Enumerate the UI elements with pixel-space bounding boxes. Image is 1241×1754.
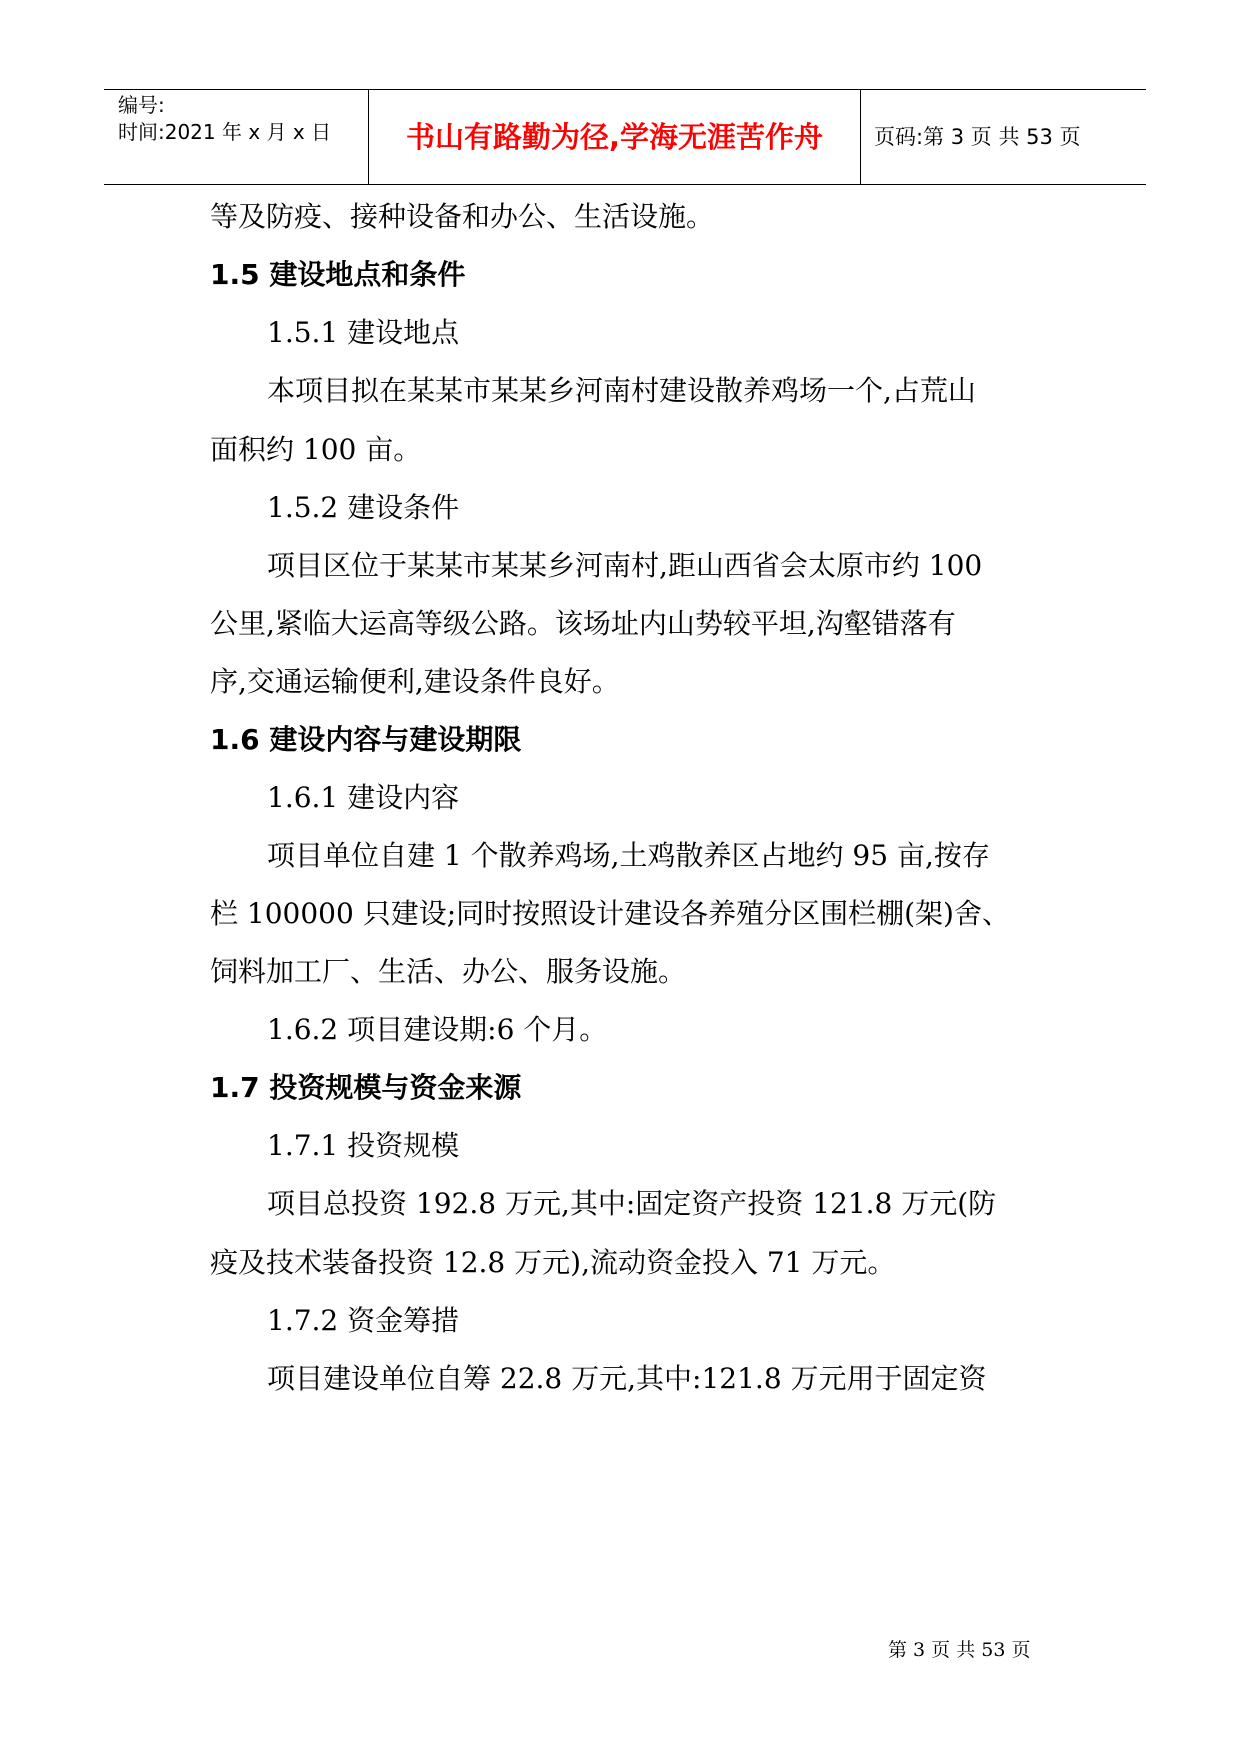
paragraph-line: 栏 100000 只建设;同时按照设计建设各养殖分区围栏棚(架)舍、	[210, 897, 1010, 930]
subsection-heading: 1.5.2 建设条件	[267, 491, 460, 524]
section-heading: 1.7 投资规模与资金来源	[210, 1071, 522, 1104]
paragraph-line: 项目单位自建 1 个散养鸡场,土鸡散养区占地约 95 亩,按存	[267, 839, 990, 872]
serial-label: 编号:	[118, 93, 165, 117]
subsection-heading: 1.6.2 项目建设期:6 个月。	[267, 1013, 608, 1046]
header-divider-right	[860, 90, 861, 184]
page-header	[104, 89, 1146, 185]
section-heading: 1.5 建设地点和条件	[210, 258, 466, 291]
page-footer: 第 3 页 共 53 页	[888, 1639, 1031, 1661]
header-page-number: 页码:第 3 页 共 53 页	[874, 125, 1081, 149]
subsection-heading: 1.6.1 建设内容	[267, 781, 460, 814]
time-label: 时间:2021 年 x 月 x 日	[118, 120, 332, 144]
paragraph-line: 本项目拟在某某市某某乡河南村建设散养鸡场一个,占荒山	[267, 374, 976, 407]
paragraph-line: 公里,紧临大运高等级公路。该场址内山势较平坦,沟壑错落有	[210, 607, 956, 640]
paragraph-line: 项目区位于某某市某某乡河南村,距山西省会太原市约 100	[267, 549, 983, 582]
subsection-heading: 1.7.2 资金筹措	[267, 1304, 460, 1337]
header-motto: 书山有路勤为径,学海无涯苦作舟	[405, 120, 824, 154]
paragraph-line: 面积约 100 亩。	[210, 433, 422, 466]
paragraph-line: 疫及技术装备投资 12.8 万元),流动资金投入 71 万元。	[210, 1246, 896, 1279]
paragraph-line: 序,交通运输便利,建设条件良好。	[210, 665, 620, 698]
paragraph-line: 等及防疫、接种设备和办公、生活设施。	[210, 200, 715, 233]
paragraph-line: 项目总投资 192.8 万元,其中:固定资产投资 121.8 万元(防	[267, 1187, 997, 1220]
header-meta	[118, 90, 368, 184]
section-heading: 1.6 建设内容与建设期限	[210, 723, 522, 756]
paragraph-line: 饲料加工厂、生活、办公、服务设施。	[210, 955, 687, 988]
subsection-heading: 1.5.1 建设地点	[267, 316, 460, 349]
paragraph-line: 项目建设单位自筹 22.8 万元,其中:121.8 万元用于固定资	[267, 1362, 987, 1395]
subsection-heading: 1.7.1 投资规模	[267, 1129, 460, 1162]
